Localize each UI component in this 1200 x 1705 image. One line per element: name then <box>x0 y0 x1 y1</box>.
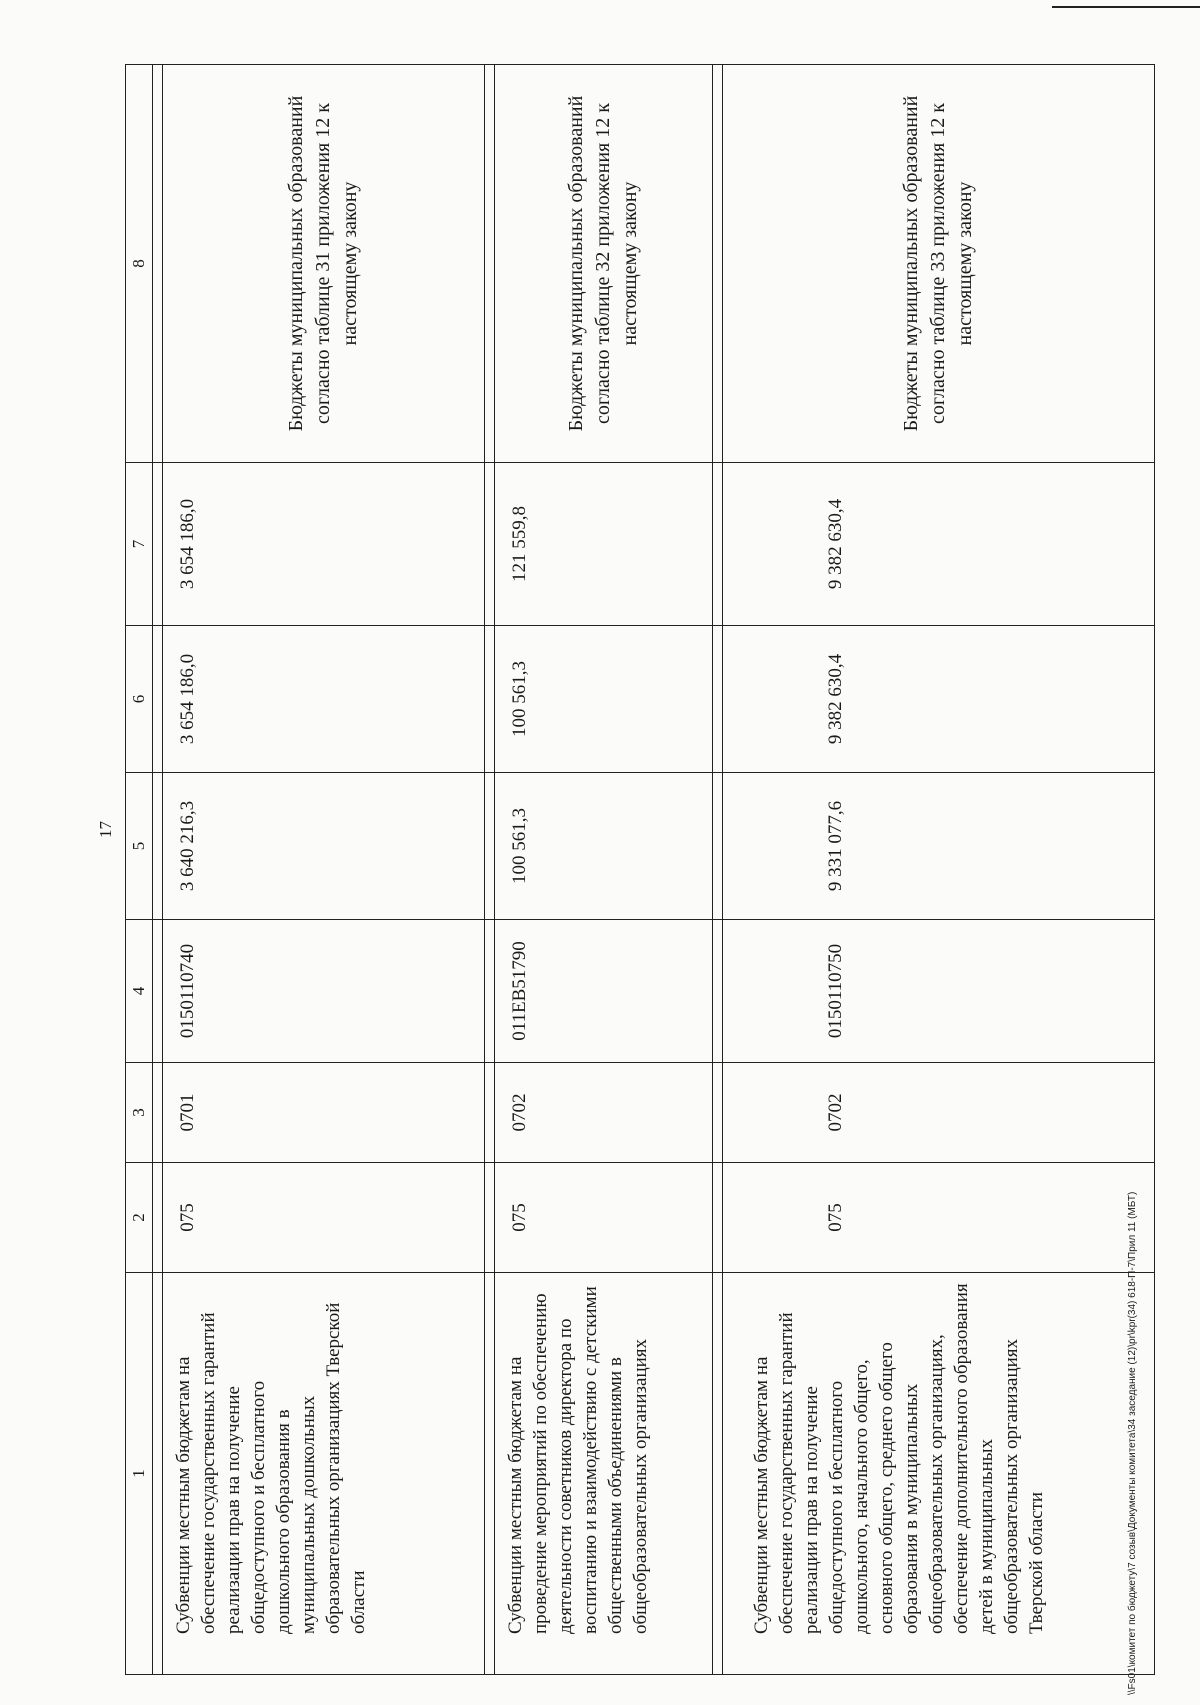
row-recipient: Бюджеты муниципальных образований согласно таблице 32 приложения 12 к настоящему закону <box>495 65 713 463</box>
row-amount-col5: 3 640 216,3 <box>163 773 485 920</box>
scan-edge-line <box>1052 6 1200 8</box>
row-code-target: 0150110750 <box>723 920 1155 1063</box>
row-code-section: 0701 <box>163 1063 485 1163</box>
header-col-3: 3 <box>126 1063 153 1163</box>
table-row <box>163 65 485 1675</box>
row-description: Субвенции местным бюджетам на обеспечение государственных гарантий реализации прав на получение общедоступного и бесплатного дошкольного, начального общего, основного общего, среднего общего образования в муниципальных общеобразовательных организациях, обеспечение дополнительного образования детей в муниципальных общеобразовательных организациях Тверской области <box>723 1273 1155 1675</box>
page-number: 17 <box>96 821 115 838</box>
row-code-ministry: 075 <box>495 1163 713 1273</box>
spacer-row <box>153 65 163 1675</box>
header-row <box>126 65 153 1675</box>
row-amount-col5: 9 331 077,6 <box>723 773 1155 920</box>
table-row <box>723 65 1155 1675</box>
row-amount-col7: 3 654 186,0 <box>163 463 485 626</box>
header-col-7: 7 <box>126 463 153 626</box>
row-amount-col6: 100 561,3 <box>495 626 713 773</box>
header-col-1: 1 <box>126 1273 153 1675</box>
row-code-section: 0702 <box>723 1063 1155 1163</box>
footer-file-path: \\Fs01\комитет по бюджету\7 созыв\Документы комитета\34 заседание (12)\pr\kpr(34) 618-П-7\Прил 11 (МБТ) <box>1127 1191 1138 1695</box>
header-col-4: 4 <box>126 920 153 1063</box>
row-amount-col6: 9 382 630,4 <box>723 626 1155 773</box>
table-row <box>495 65 713 1675</box>
spacer-row <box>713 65 723 1675</box>
row-description: Субвенции местным бюджетам на обеспечение государственных гарантий реализации прав на получение общедоступного и бесплатного дошкольного образования в муниципальных дошкольных образовательных организациях Тверской области <box>163 1273 485 1675</box>
header-col-6: 6 <box>126 626 153 773</box>
budget-table-container <box>125 65 1155 1675</box>
row-code-ministry: 075 <box>163 1163 485 1273</box>
header-col-5: 5 <box>126 773 153 920</box>
row-amount-col7: 9 382 630,4 <box>723 463 1155 626</box>
row-amount-col6: 3 654 186,0 <box>163 626 485 773</box>
row-amount-col5: 100 561,3 <box>495 773 713 920</box>
row-recipient: Бюджеты муниципальных образований согласно таблице 33 приложения 12 к настоящему закону <box>723 65 1155 463</box>
row-code-target: 011EB51790 <box>495 920 713 1063</box>
subvention-table <box>125 64 1155 1675</box>
header-col-8: 8 <box>126 65 153 463</box>
header-col-2: 2 <box>126 1163 153 1273</box>
spacer-row <box>485 65 495 1675</box>
row-code-ministry: 075 <box>723 1163 1155 1273</box>
row-code-target: 0150110740 <box>163 920 485 1063</box>
row-code-section: 0702 <box>495 1063 713 1163</box>
row-amount-col7: 121 559,8 <box>495 463 713 626</box>
row-recipient: Бюджеты муниципальных образований согласно таблице 31 приложения 12 к настоящему закону <box>163 65 485 463</box>
row-description: Субвенции местным бюджетам на проведение мероприятий по обеспечению деятельности советников директора по воспитанию и взаимодействию с детскими общественными объединениями в общеобразовательных организациях <box>495 1273 713 1675</box>
